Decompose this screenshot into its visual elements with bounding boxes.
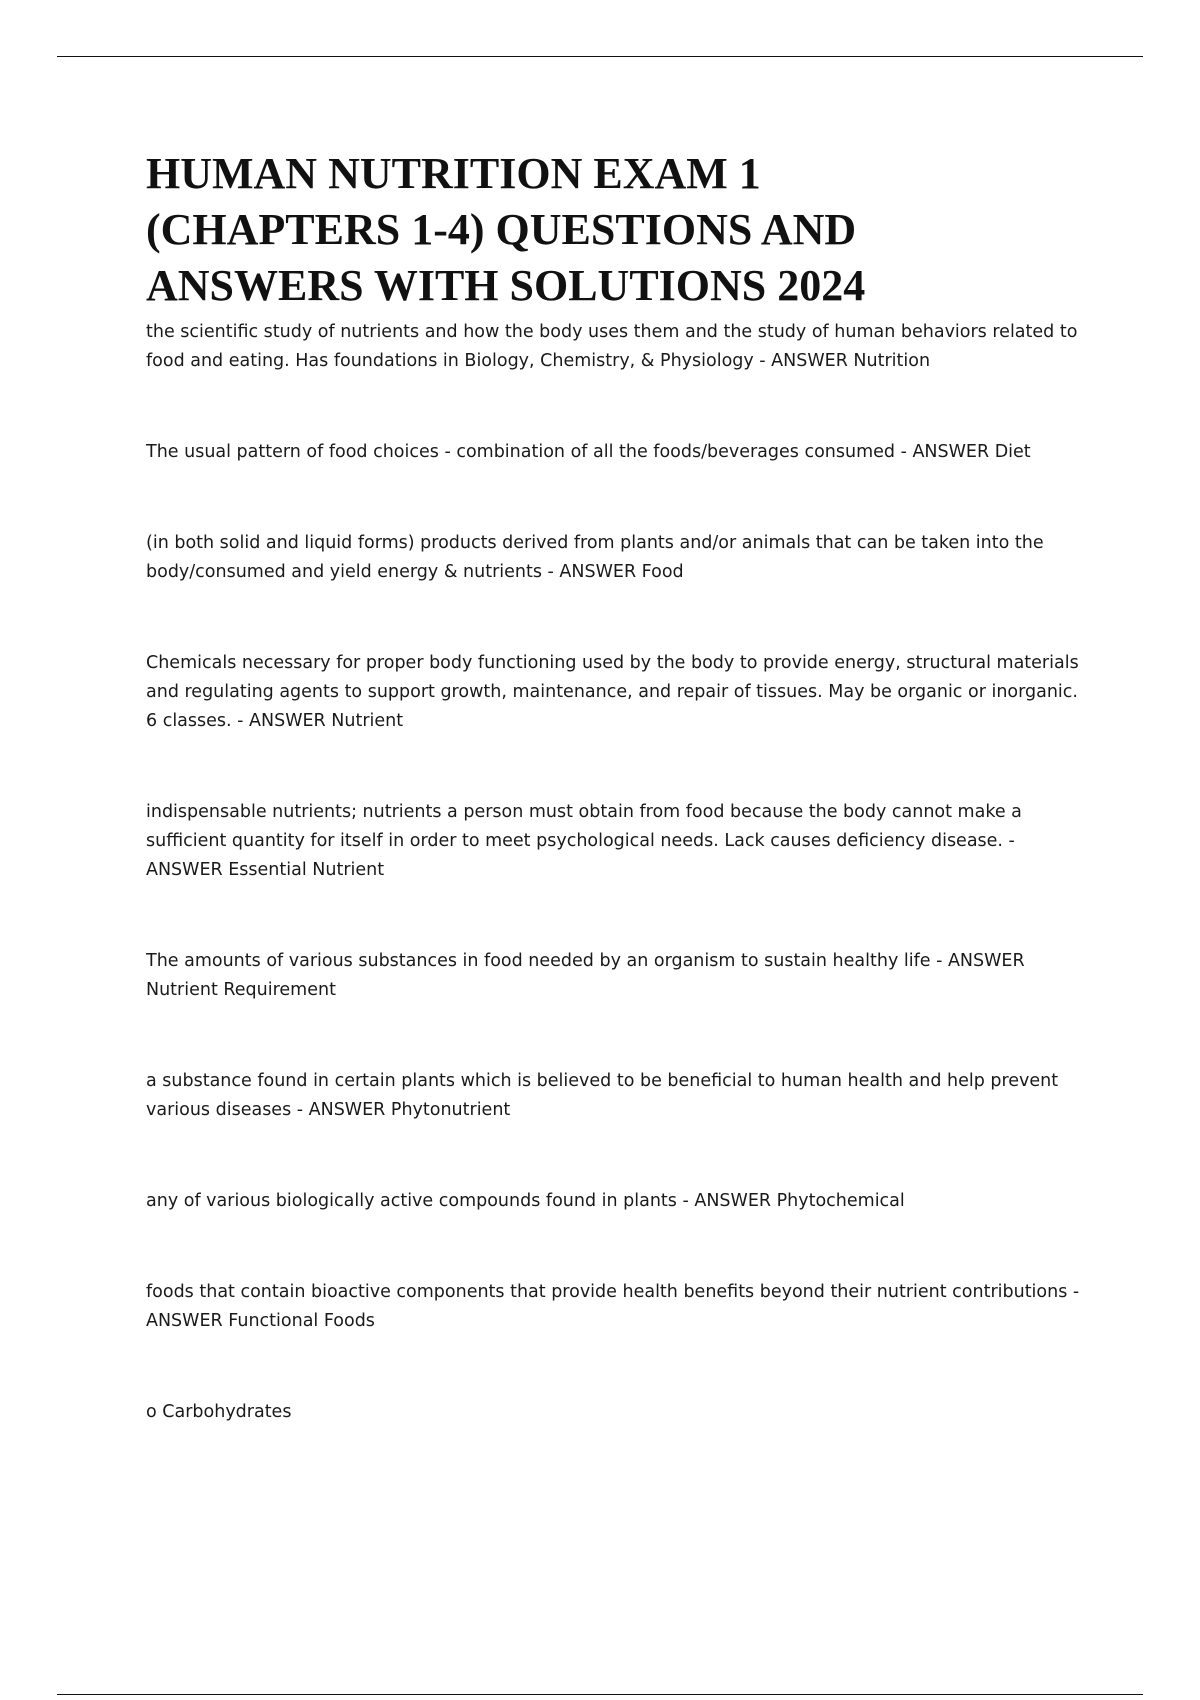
qa-entry-nutrient: Chemicals necessary for proper body functioning used by the body to provide energy, structural materials and regulating agents to support growth, maintenance, and repair of tissues. May be organic or inorganic. 6 classes. - ANSWER Nutrient (146, 653, 1079, 731)
qa-entry-nutrient-requirement: The amounts of various substances in food needed by an organism to sustain healthy life - ANSWER Nutrient Requirement (146, 951, 1025, 1000)
title-line-1: HUMAN NUTRITION EXAM 1 (146, 149, 761, 198)
header-rule (57, 56, 1143, 57)
title-line-3: ANSWERS WITH SOLUTIONS 2024 (146, 261, 866, 310)
qa-entry-nutrition: the scientific study of nutrients and how the body uses them and the study of human behaviors related to food and eating. Has foundations in Biology, Chemistry, & Physiology - ANSWER Nutrition (146, 322, 1078, 371)
qa-entry-carbohydrates: o Carbohydrates (146, 1402, 292, 1422)
footer-rule (57, 1694, 1143, 1695)
qa-entry-functional-foods: foods that contain bioactive components that provide health benefits beyond their nutrient contributions - ANSWER Functional Foods (146, 1282, 1080, 1331)
qa-entry-phytonutrient: a substance found in certain plants which is believed to be beneficial to human health and help prevent various diseases - ANSWER Phytonutrient (146, 1071, 1059, 1120)
qa-entry-food: (in both solid and liquid forms) products derived from plants and/or animals that can be taken into the body/consumed and yield energy & nutrients - ANSWER Food (146, 533, 1044, 582)
document-title (146, 146, 1090, 314)
qa-entry-phytochemical: any of various biologically active compounds found in plants - ANSWER Phytochemical (146, 1191, 905, 1211)
qa-entry-essential-nutrient: indispensable nutrients; nutrients a person must obtain from food because the body cannot make a sufficient quantity for itself in order to meet psychological needs. Lack causes deficiency disease. - ANSWER Essential Nutrient (146, 802, 1022, 880)
qa-entries (146, 318, 1090, 1427)
qa-entry-diet: The usual pattern of food choices - combination of all the foods/beverages consumed - ANSWER Diet (146, 442, 1031, 462)
document-content (146, 146, 1090, 1427)
title-line-2: (CHAPTERS 1-4) QUESTIONS AND (146, 205, 857, 254)
